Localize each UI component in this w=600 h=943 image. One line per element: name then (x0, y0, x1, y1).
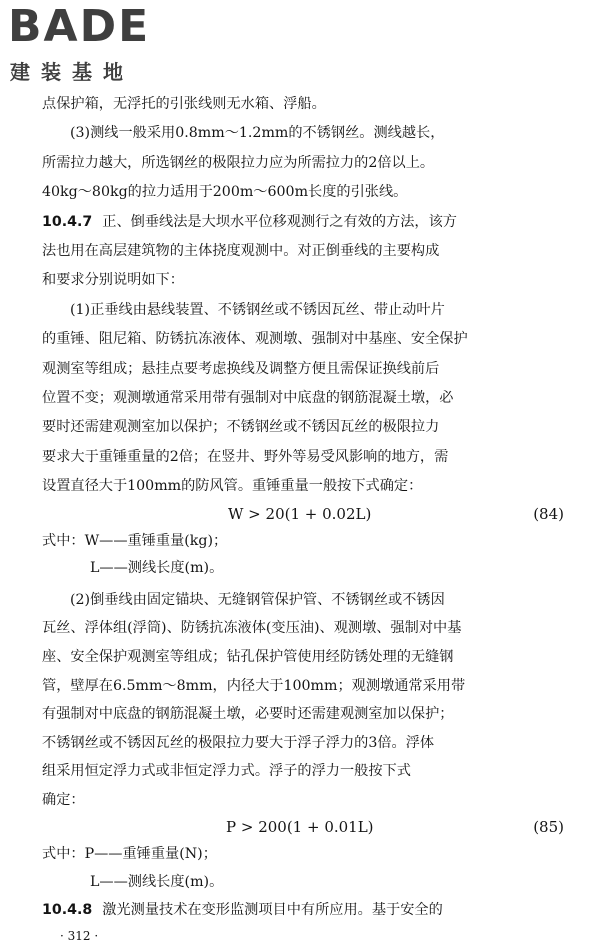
paragraph-line: 要求大于重锤重量的2倍；在竖井、野外等易受风影响的地方，需 (42, 448, 449, 465)
paragraph-line: 不锈钢丝或不锈因瓦丝的极限拉力要大于浮子浮力的3倍。浮体 (42, 734, 435, 751)
logo-wordmark: BADE (8, 1, 151, 52)
paragraph-line: 组采用恒定浮力式或非恒定浮力式。浮子的浮力一般按下式 (42, 763, 411, 780)
logo-subtitle: 建装基地 (10, 60, 134, 84)
paragraph-line: (2)倒垂线由固定锚块、无缝钢管保护管、不锈钢丝或不锈因 (70, 591, 445, 608)
equation-number: (84) (533, 504, 564, 523)
section-number: 10.4.8 (42, 901, 93, 918)
paragraph-line: 和要求分别说明如下： (42, 272, 184, 289)
paragraph-line: 式中：P——重锤重量(N)； (42, 845, 217, 862)
equation-number: (85) (533, 817, 564, 836)
paragraph-line: 座、安全保护观测室等组成；钻孔保护管使用经防锈处理的无缝钢 (42, 649, 454, 665)
paragraph-line: 位置不变；观测墩通常采用带有强制对中底盘的钢筋混凝土墩，必 (42, 390, 454, 406)
paragraph-line: 观测室等组成；悬挂点要考虑换线及调整方便且需保证换线前后 (42, 360, 440, 377)
paragraph-line: 点保护箱，无浮托的引张线则无水箱、浮船。 (42, 96, 326, 112)
paragraph-line: 法也用在高层建筑物的主体挠度观测中。对正倒垂线的主要构成 (42, 243, 440, 259)
paragraph-line: 有强制对中底盘的钢筋混凝土墩，必要时还需建观测室加以保护； (42, 706, 454, 723)
paragraph-line: 40kg～80kg的拉力适用于200m～600m长度的引张线。 (42, 184, 408, 201)
paragraph-line: L——测线长度(m)。 (90, 873, 224, 890)
equation-formula: W > 20(1 + 0.02L) (228, 504, 372, 523)
paragraph-line: 管，壁厚在6.5mm～8mm，内径大于100mm；观测墩通常采用带 (42, 677, 466, 694)
paragraph-line: (3)测线一般采用0.8mm～1.2mm的不锈钢丝。测线越长， (70, 125, 445, 142)
section-10-4-8 (42, 900, 562, 920)
paragraph-line: 设置直径大于100mm的防风管。重锤重量一般按下式确定： (42, 478, 423, 495)
paragraph-line: (1)正垂线由悬线装置、不锈钢丝或不锈因瓦丝、带止动叶片 (70, 301, 445, 318)
bade-logo (8, 1, 188, 90)
paragraph-line: 要时还需建观测室加以保护；不锈钢丝或不锈因瓦丝的极限拉力 (42, 419, 440, 436)
section-text: 正、倒垂线法是大坝水平位移观测行之有效的方法，该方 (102, 213, 457, 230)
section-10-4-7 (42, 212, 562, 232)
section-text: 激光测量技术在变形监测项目中有所应用。基于安全的 (102, 901, 443, 918)
paragraph-line: 所需拉力越大，所选钢丝的极限拉力应为所需拉力的2倍以上。 (42, 154, 435, 171)
paragraph-line: 确定： (42, 792, 85, 808)
paragraph-line: 瓦丝、浮体组(浮筒)、防锈抗冻液体(变压油)、观测墩、强制对中基 (42, 620, 462, 637)
paragraph-line: L——测线长度(m)。 (90, 560, 224, 577)
paragraph-line: 的重锤、阻尼箱、防锈抗冻液体、观测墩、强制对中基座、安全保护 (42, 331, 468, 348)
equation-formula: P > 200(1 + 0.01L) (226, 817, 374, 836)
page-number: · 312 · (60, 928, 99, 943)
paragraph-line: 式中：W——重锤重量(kg)； (42, 533, 228, 549)
section-number: 10.4.7 (42, 213, 93, 230)
